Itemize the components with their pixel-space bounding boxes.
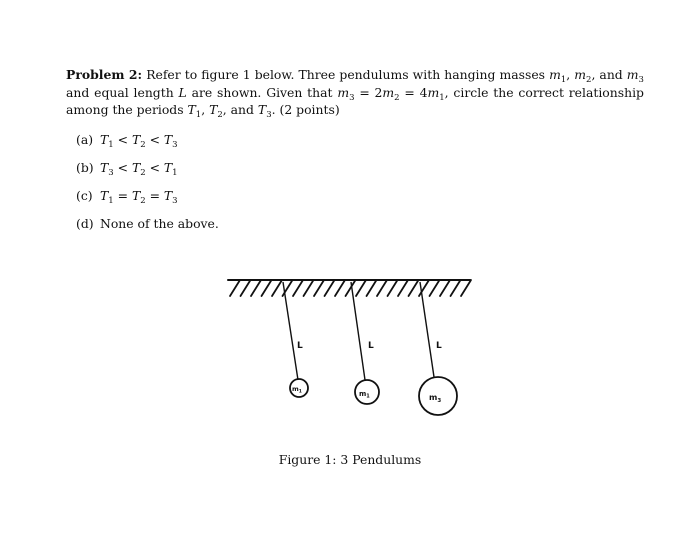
pendulum-2-string <box>351 282 365 380</box>
ceiling <box>228 280 471 296</box>
problem-statement <box>66 66 644 119</box>
option-d[interactable]: (d) None of the above. <box>76 216 219 231</box>
option-b[interactable]: (b) $T_3 < T_2 < T_1$ <box>76 160 178 178</box>
ceiling-hatch-line <box>356 280 366 296</box>
ceiling-hatch-line <box>398 280 408 296</box>
ceiling-hatch-line <box>377 280 387 296</box>
ceiling-hatch-line <box>314 280 324 296</box>
pendulum-3-string <box>420 282 434 377</box>
problem-label: Problem 2: <box>66 67 143 82</box>
ceiling-hatch-line <box>251 280 261 296</box>
pendulum-1 <box>283 282 308 397</box>
pendulum-2-length-label: L <box>368 341 374 351</box>
ceiling-hatch-line <box>451 280 461 296</box>
pendulum-3-length-label: L <box>436 341 442 351</box>
pendulum-1-string <box>283 282 298 380</box>
ceiling-hatch-line <box>388 280 398 296</box>
ceiling-hatch-line <box>335 280 345 296</box>
ceiling-hatch-line <box>409 280 419 296</box>
figure-caption: Figure 1: 3 Pendulums <box>278 452 422 467</box>
ceiling-hatch-line <box>461 280 471 296</box>
ceiling-hatch-line <box>241 280 251 296</box>
ceiling-hatch-line <box>430 280 440 296</box>
pendulum-2 <box>351 282 379 404</box>
ceiling-hatch-line <box>304 280 314 296</box>
pendulum-1-mass-label: $m_1$ <box>292 385 302 395</box>
ceiling-hatch-line <box>230 280 240 296</box>
pendulum-2-mass-label: $m_1$ <box>359 390 370 400</box>
pendulum-figure <box>200 262 500 432</box>
pendulum-3-bob <box>419 377 457 415</box>
option-a[interactable]: (a) $T_1 < T_2 < T_3$ <box>76 132 178 150</box>
ceiling-hatch-line <box>367 280 377 296</box>
pendulum-1-length-label: L <box>297 341 303 351</box>
ceiling-hatch-line <box>325 280 335 296</box>
option-c[interactable]: (c) $T_1 = T_2 = T_3$ <box>76 188 178 206</box>
ceiling-hatch-line <box>440 280 450 296</box>
ceiling-hatch-line <box>272 280 282 296</box>
problem-paragraph: Problem 2: Refer to figure 1 below. Three pendulums with hanging masses $m_1$, $m_2$, and $m_3$ and equal length L are shown. Given that $m_3 = 2m_2 = 4m_1$, circle the correct relationship among the periods $T_1$, $T_2$, and $T_3$. (2 points) <box>66 67 644 120</box>
ceiling-hatch-line <box>262 280 272 296</box>
pendulum-3-mass-label: $m_3$ <box>429 393 442 404</box>
ceiling-hatch-line <box>293 280 303 296</box>
